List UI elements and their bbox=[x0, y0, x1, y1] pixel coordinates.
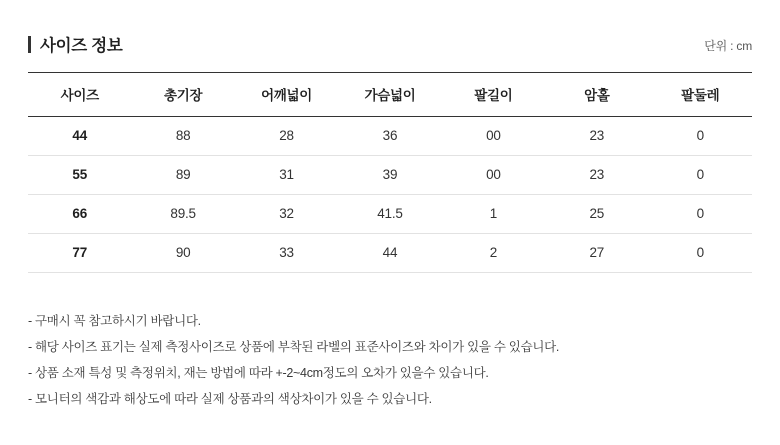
table-row bbox=[28, 117, 752, 156]
cell-sleeve-circumference: 0 bbox=[649, 117, 752, 156]
cell-total-length: 89 bbox=[131, 156, 234, 195]
cell-sleeve-length: 2 bbox=[442, 234, 545, 273]
cell-shoulder-width: 28 bbox=[235, 117, 338, 156]
page-title bbox=[28, 32, 122, 56]
cell-size: 77 bbox=[28, 234, 131, 273]
cell-sleeve-length: 1 bbox=[442, 195, 545, 234]
cell-sleeve-length: 00 bbox=[442, 117, 545, 156]
cell-total-length: 88 bbox=[131, 117, 234, 156]
cell-armhole: 27 bbox=[545, 234, 648, 273]
cell-size: 66 bbox=[28, 195, 131, 234]
cell-size: 44 bbox=[28, 117, 131, 156]
unit-label: 단위 : cm bbox=[704, 39, 752, 53]
table-row bbox=[28, 234, 752, 273]
cell-sleeve-length: 00 bbox=[442, 156, 545, 195]
note-item: - 상품 소재 특성 및 측정위치, 재는 방법에 따라 +-2~4cm정도의 오차가 있을수 있습니다. bbox=[28, 366, 489, 380]
size-table bbox=[28, 72, 752, 273]
cell-sleeve-circumference: 0 bbox=[649, 195, 752, 234]
title-accent-bar bbox=[28, 36, 31, 53]
table-header-row bbox=[28, 73, 752, 117]
table-body bbox=[28, 117, 752, 273]
column-header-armhole: 암홀 bbox=[545, 73, 648, 117]
cell-armhole: 23 bbox=[545, 117, 648, 156]
table-head bbox=[28, 73, 752, 117]
cell-sleeve-circumference: 0 bbox=[649, 234, 752, 273]
table-row bbox=[28, 195, 752, 234]
cell-sleeve-circumference: 0 bbox=[649, 156, 752, 195]
note-item: - 모니터의 색감과 해상도에 따라 실제 상품과의 색상차이가 있을 수 있습니다. bbox=[28, 392, 432, 406]
page-title-text: 사이즈 정보 bbox=[40, 37, 123, 55]
cell-armhole: 25 bbox=[545, 195, 648, 234]
cell-shoulder-width: 31 bbox=[235, 156, 338, 195]
column-header-total-length: 총기장 bbox=[131, 73, 234, 117]
cell-shoulder-width: 33 bbox=[235, 234, 338, 273]
header bbox=[28, 0, 752, 62]
cell-shoulder-width: 32 bbox=[235, 195, 338, 234]
column-header-shoulder-width: 어깨넓이 bbox=[235, 73, 338, 117]
cell-armhole: 23 bbox=[545, 156, 648, 195]
cell-total-length: 89.5 bbox=[131, 195, 234, 234]
cell-chest-width: 36 bbox=[338, 117, 441, 156]
column-header-sleeve-length: 팔길이 bbox=[442, 73, 545, 117]
notes-section bbox=[28, 308, 752, 412]
cell-total-length: 90 bbox=[131, 234, 234, 273]
cell-size: 55 bbox=[28, 156, 131, 195]
note-item: - 구매시 꼭 참고하시기 바랍니다. bbox=[28, 314, 201, 328]
column-header-sleeve-circumference: 팔둘레 bbox=[649, 73, 752, 117]
cell-chest-width: 41.5 bbox=[338, 195, 441, 234]
cell-chest-width: 44 bbox=[338, 234, 441, 273]
note-item: - 해당 사이즈 표기는 실제 측정사이즈로 상품에 부착된 라벨의 표준사이즈와 차이가 있을 수 있습니다. bbox=[28, 340, 560, 354]
column-header-size: 사이즈 bbox=[28, 73, 131, 117]
column-header-chest-width: 가슴넓이 bbox=[338, 73, 441, 117]
table-row bbox=[28, 156, 752, 195]
cell-chest-width: 39 bbox=[338, 156, 441, 195]
